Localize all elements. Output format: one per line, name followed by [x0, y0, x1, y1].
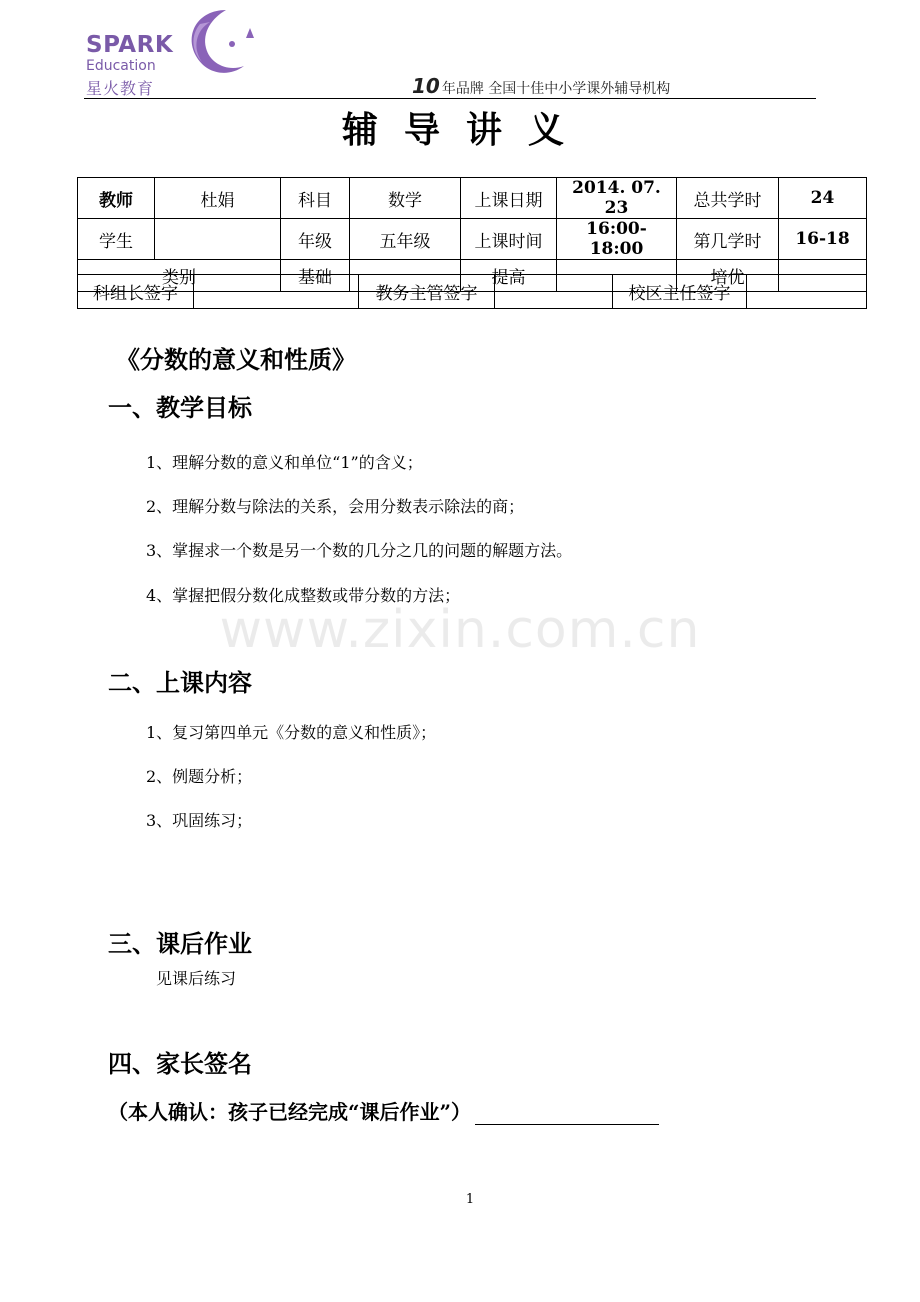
advanced-label: 提高	[461, 260, 557, 292]
director-sign-field[interactable]	[747, 275, 867, 309]
parent-confirm	[108, 1096, 659, 1125]
goals-heading: 一、教学目标	[108, 394, 252, 422]
logo-text-cn: 星火教育	[86, 79, 155, 98]
excel-label: 培优	[677, 260, 779, 292]
list-item: 1、理解分数的意义和单位“1”的含义；	[146, 453, 423, 472]
header-slogan	[412, 74, 670, 98]
date-value: 2014. 07. 23	[557, 178, 677, 219]
basic-label: 基础	[281, 260, 350, 292]
slogan-number: 10	[412, 74, 440, 98]
logo-text-education: Education	[86, 58, 156, 74]
header-divider	[84, 98, 816, 99]
list-item: 2、理解分数与除法的关系，会用分数表示除法的商；	[146, 497, 525, 516]
homework-heading: 三、课后作业	[108, 930, 252, 958]
table-row	[78, 275, 867, 309]
signature-table	[77, 274, 867, 309]
list-item: 4、掌握把假分数化成整数或带分数的方法；	[146, 586, 461, 605]
time-value: 16:00-18:00	[557, 219, 677, 260]
subject-label: 科目	[281, 178, 350, 219]
grade-label: 年级	[281, 219, 350, 260]
nth-hour-label: 第几学时	[677, 219, 779, 260]
grade-value: 五年级	[350, 219, 461, 260]
lesson-title: 《分数的意义和性质》	[116, 346, 356, 374]
teacher-label: 教师	[78, 178, 155, 219]
leader-sign-field[interactable]	[194, 275, 359, 309]
table-row	[78, 219, 867, 260]
total-hours-label: 总共学时	[677, 178, 779, 219]
list-item: 3、巩固练习；	[146, 811, 253, 830]
director-sign-label: 校区主任签字	[613, 275, 747, 309]
content-heading: 二、上课内容	[108, 669, 252, 697]
list-item: 3、掌握求一个数是另一个数的几分之几的问题的解题方法。	[146, 541, 573, 560]
homework-text: 见课后练习	[156, 969, 237, 988]
spark-logo	[84, 8, 264, 98]
logo-text-en: SPARK	[86, 32, 174, 58]
supervisor-sign-field[interactable]	[495, 275, 613, 309]
total-hours-value: 24	[779, 178, 867, 219]
time-label: 上课时间	[461, 219, 557, 260]
nth-hour-value: 16-18	[779, 219, 867, 260]
student-value	[155, 219, 281, 260]
document-title: 辅导讲义	[341, 109, 590, 151]
teacher-value: 杜娟	[155, 178, 281, 219]
watermark: www.zixin.com.cn	[219, 600, 701, 660]
supervisor-sign-label: 教务主管签字	[359, 275, 495, 309]
leader-sign-label: 科组长签字	[78, 275, 194, 309]
parent-heading: 四、家长签名	[108, 1050, 252, 1078]
confirm-text: （本人确认：孩子已经完成“课后作业”）	[108, 1100, 472, 1124]
category-label: 类别	[78, 260, 281, 292]
date-label: 上课日期	[461, 178, 557, 219]
subject-value: 数学	[350, 178, 461, 219]
student-label: 学生	[78, 219, 155, 260]
list-item: 2、例题分析；	[146, 767, 253, 786]
parent-signature-line[interactable]	[475, 1102, 659, 1125]
list-item: 1、复习第四单元《分数的意义和性质》；	[146, 723, 437, 742]
table-row	[78, 178, 867, 219]
crescent-logo-icon	[166, 4, 261, 84]
slogan-text: 年品牌 全国十佳中小学课外辅导机构	[441, 81, 671, 97]
page-number: 1	[465, 1192, 475, 1207]
